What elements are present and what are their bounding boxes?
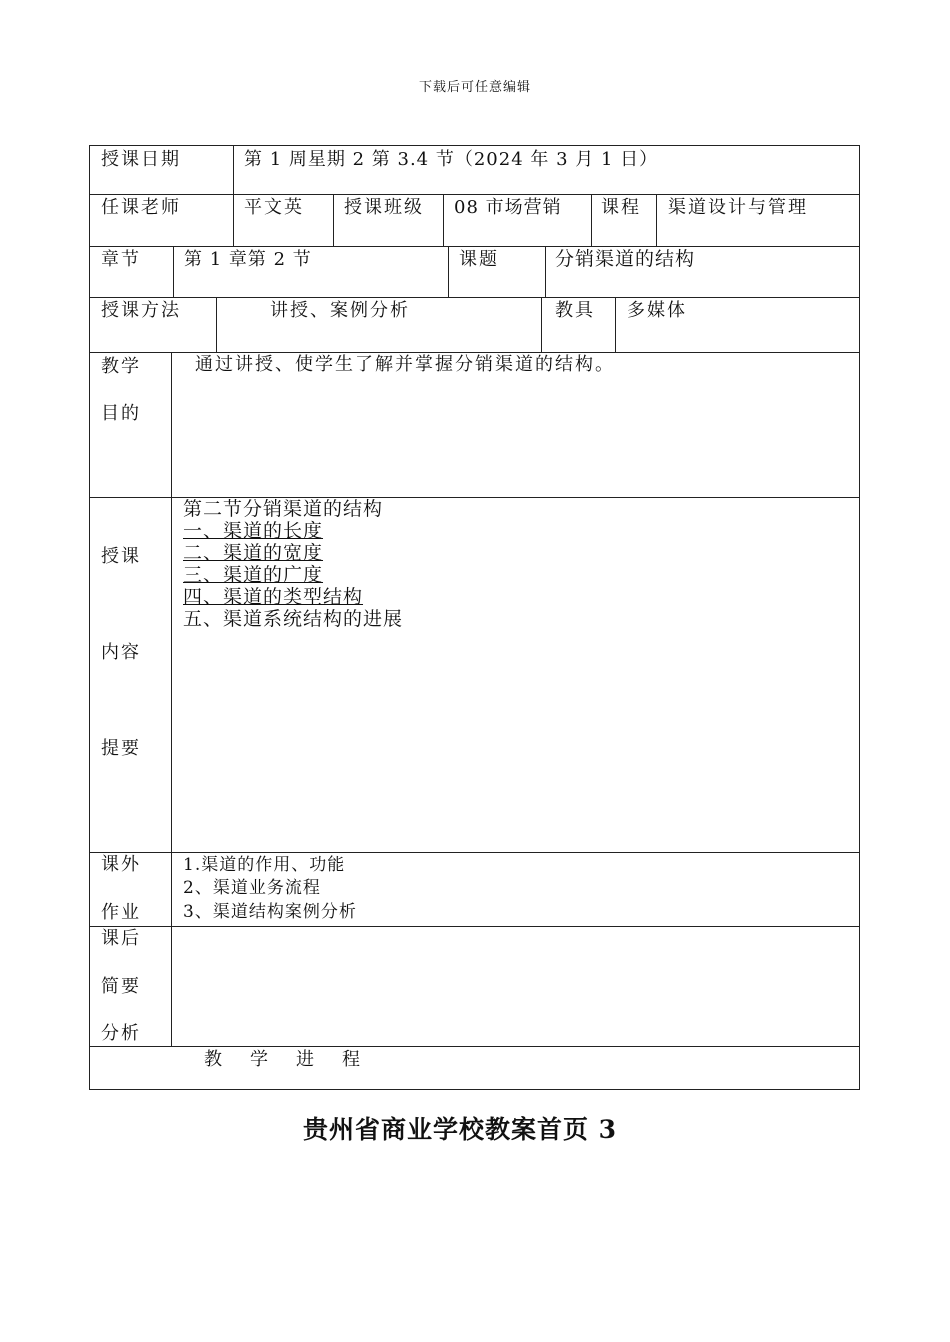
row-divider [90, 1046, 859, 1047]
header-note: 下载后可任意编辑 [418, 80, 531, 95]
homework-label-line2: 作业 [101, 902, 141, 923]
course-value: 渠道设计与管理 [668, 197, 808, 218]
row-divider [90, 852, 859, 853]
date-value: 第 1 周星期 2 第 3.4 节（2024 年 3 月 1 日） [244, 149, 659, 170]
topic-label: 课题 [459, 249, 499, 270]
homework-item: 2、渠道业务流程 [183, 878, 321, 898]
content-item: 五、渠道系统结构的进展 [183, 608, 404, 630]
method-label: 授课方法 [101, 300, 181, 321]
col-divider [333, 194, 334, 246]
review-label-line2: 简要 [101, 976, 141, 997]
col-divider [233, 146, 234, 246]
page-title: 贵州省商业学校教案首页 3 [302, 1115, 618, 1144]
homework-item: 1.渠道的作用、功能 [183, 855, 346, 875]
class-value: 08 市场营销 [454, 197, 562, 218]
col-divider [656, 194, 657, 246]
content-label-line3: 提要 [101, 738, 141, 759]
goal-label-line2: 目的 [101, 403, 141, 424]
col-divider [173, 246, 174, 297]
content-item: 三、渠道的广度 [183, 564, 324, 586]
content-item: 四、渠道的类型结构 [183, 586, 364, 608]
goal-text: 通过讲授、使学生了解并掌握分销渠道的结构。 [195, 354, 615, 375]
course-label: 课程 [601, 197, 641, 218]
homework-label-line1: 课外 [101, 854, 141, 875]
col-divider [448, 246, 449, 297]
col-divider [216, 297, 217, 352]
row-divider [90, 194, 859, 195]
col-divider [591, 194, 592, 246]
review-label-line3: 分析 [101, 1023, 141, 1044]
col-divider [545, 246, 546, 297]
col-divider [171, 352, 172, 1046]
col-divider [443, 194, 444, 246]
tools-value: 多媒体 [627, 300, 687, 321]
col-divider [541, 297, 542, 352]
chapter-value: 第 1 章第 2 节 [184, 249, 312, 270]
teacher-value: 平文英 [244, 197, 304, 218]
review-label-line1: 课后 [101, 928, 141, 949]
topic-value: 分销渠道的结构 [555, 248, 696, 270]
method-value: 讲授、案例分析 [270, 300, 410, 321]
content-item: 二、渠道的宽度 [183, 542, 324, 564]
progress-label: 教学进程 [204, 1049, 388, 1070]
row-divider [90, 297, 859, 298]
content-label-line2: 内容 [101, 642, 141, 663]
chapter-label: 章节 [101, 249, 141, 270]
homework-item: 3、渠道结构案例分析 [183, 902, 357, 922]
date-label: 授课日期 [101, 149, 181, 170]
content-item: 一、渠道的长度 [183, 520, 324, 542]
row-divider [90, 246, 859, 247]
col-divider [615, 297, 616, 352]
content-title: 第二节分销渠道的结构 [183, 498, 384, 520]
row-divider [90, 926, 859, 927]
teacher-label: 任课老师 [101, 197, 181, 218]
content-label-line1: 授课 [101, 546, 141, 567]
lesson-plan-table [89, 145, 860, 1090]
row-divider [90, 352, 859, 353]
goal-label-line1: 教学 [101, 356, 141, 377]
class-label: 授课班级 [344, 197, 424, 218]
tools-label: 教具 [555, 300, 595, 321]
